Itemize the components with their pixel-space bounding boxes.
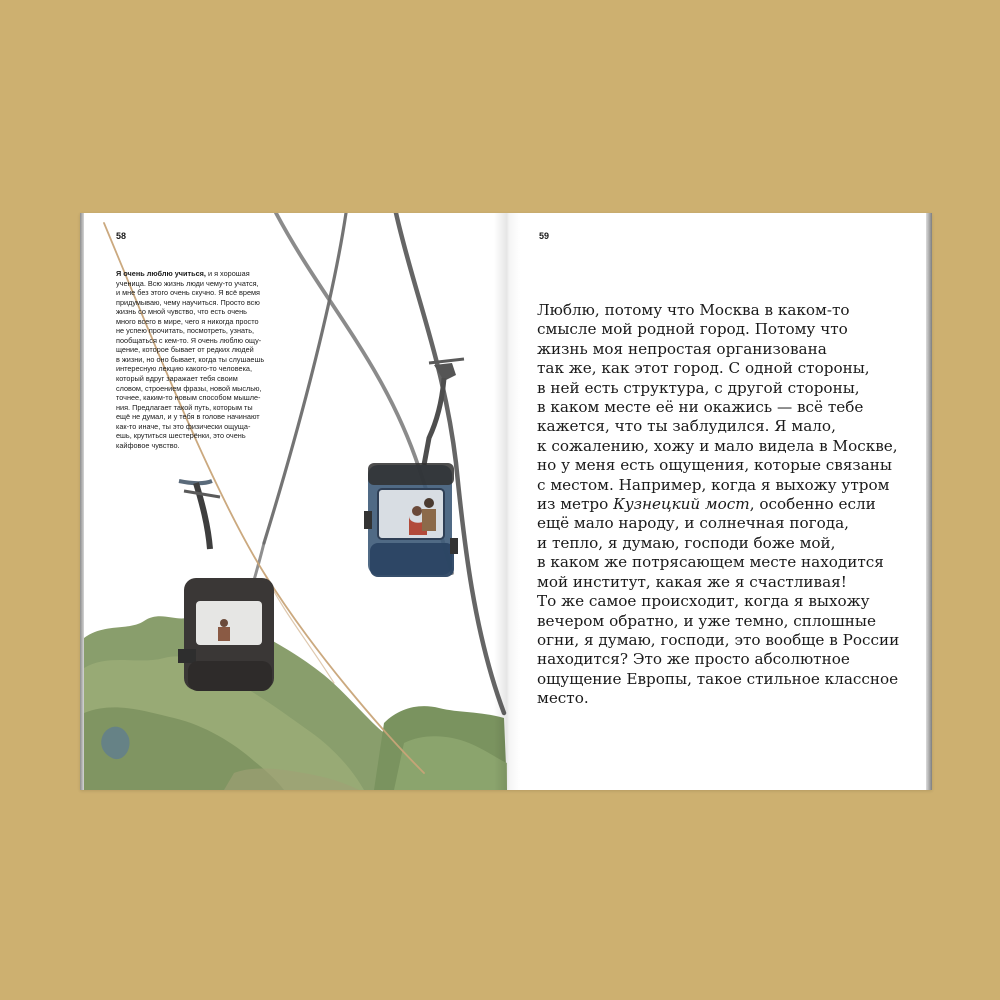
text-line: в каком месте её ни окажись — всё тебе [537, 398, 864, 417]
line-prefix: из метро [537, 495, 614, 514]
text-line: ещё не думал, и у тебя в голове начинают [116, 412, 260, 422]
text-line: как-то иначе, ты это физически ощуща- [116, 421, 251, 431]
metro-station-italic: Кузнецкий мост [613, 495, 750, 514]
text-line: кайфовое чувство. [116, 440, 180, 450]
text-line: ощущение Европы, такое стильное классное [537, 669, 899, 688]
lead-phrase-bold: Я очень люблю учиться, [116, 269, 206, 278]
text-line: с местом. Например, когда я выхожу утром [537, 475, 890, 494]
text-line: То же самое происходит, когда я выхожу [537, 592, 870, 611]
text-line: в жизни, но оно бывает, когда ты слушаешь [116, 354, 265, 364]
line-suffix: , особенно если [749, 495, 876, 514]
page-number-left: 58 [116, 231, 127, 241]
right-page [507, 213, 926, 790]
text-line: много всего в мире, чего я никогда просто [116, 316, 259, 326]
open-book [80, 213, 932, 790]
text-line [116, 269, 308, 279]
lead-phrase-rest: и я хорошая [205, 269, 250, 278]
text-line: словом, строением фразы, новой мыслью, [116, 383, 262, 393]
text-line: придумываю, чему научиться. Просто всю [116, 297, 260, 307]
text-line: который вдруг заражает тебя своим [116, 374, 238, 384]
text-line: Люблю, потому что Москва в каком-то [537, 301, 850, 319]
text-line: интересную лекцию какого-то человека, [116, 364, 253, 374]
text-line: точнее, каким-то новым способом мышле- [116, 393, 261, 403]
text-line: место. [537, 689, 589, 708]
text-line: огни, я думаю, господи, это вообще в России [537, 630, 900, 649]
text-line: смысле мой родной город. Потому что [537, 320, 848, 339]
text-line: ния. Предлагает такой путь, которым ты [116, 402, 253, 412]
text-line: щение, которое бывает от редких людей [116, 345, 254, 355]
text-line: и мне без этого очень скучно. Я всё время [116, 288, 260, 298]
text-line: в ней есть структура, с другой стороны, [537, 378, 860, 397]
left-page-text [116, 269, 308, 450]
text-line: мой институт, какая же я счастливая! [537, 572, 847, 591]
text-line: ешь, крутиться шестерёнки, это очень [116, 431, 246, 441]
text-line: ученица. Всю жизнь люди чему-то учатся, [116, 278, 259, 288]
foliage-watercolor [84, 611, 507, 790]
text-line: и тепло, я думаю, господи боже мой, [537, 533, 836, 552]
text-line: пообщаться с кем-то. Я очень люблю ощу- [116, 335, 262, 345]
text-line: не успею прочитать, посмотреть, узнать, [116, 326, 255, 336]
text-line: так же, как этот город. С одной стороны, [537, 359, 870, 378]
text-line: кажется, что ты заблудился. Я мало, [537, 417, 836, 436]
right-page-text [537, 301, 899, 709]
text-line: в каком же потрясающем месте находится [537, 553, 884, 572]
book-edge-right [926, 213, 932, 790]
page-number-right: 59 [539, 231, 550, 241]
text-line: жизнь со мной чувство, что есть очень [116, 307, 247, 317]
text-line: к сожалению, хожу и мало видела в Москве, [537, 436, 898, 455]
text-line [537, 495, 899, 514]
left-page [84, 213, 507, 790]
text-line: вечером обратно, и уже темно, сплошные [537, 611, 876, 630]
text-line: ещё мало народу, и солнечная погода, [537, 514, 849, 533]
upper-cabin [364, 359, 464, 577]
text-line: но у меня есть ощущения, которые связаны [537, 456, 892, 475]
text-line: жизнь моя непростая организована [537, 339, 827, 358]
lower-cabin [178, 481, 274, 691]
text-line: находится? Это же просто абсолютное [537, 650, 850, 669]
